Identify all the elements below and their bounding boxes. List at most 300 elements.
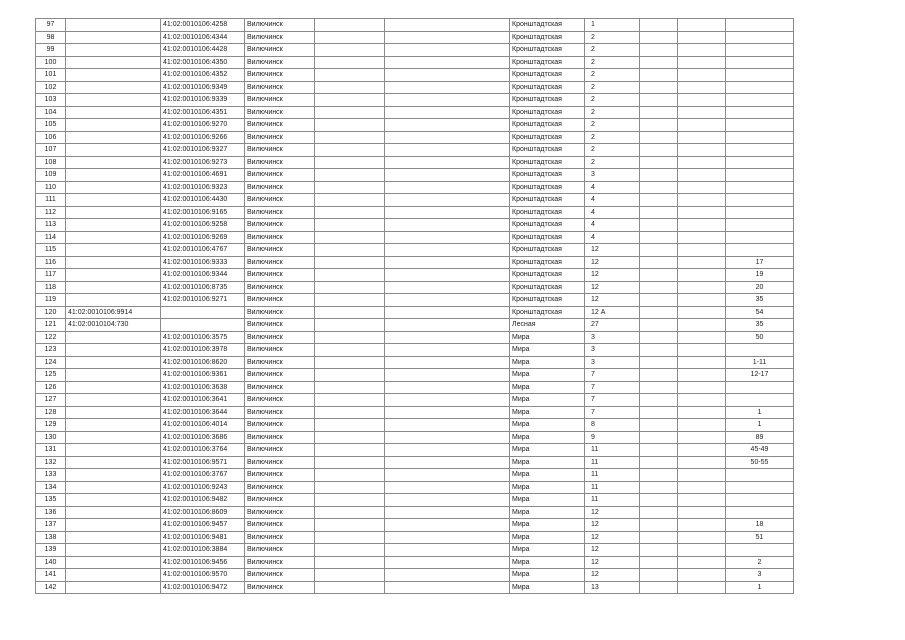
city-cell: Вилючинск: [245, 194, 315, 207]
old-cadastral-number-cell: [66, 369, 161, 382]
empty-cell: [385, 569, 510, 582]
apartment-cell: [726, 144, 794, 157]
street-cell: Кронштадтская: [510, 94, 585, 107]
city-cell: Вилючинск: [245, 556, 315, 569]
empty-cell: [385, 544, 510, 557]
empty-cell: [385, 19, 510, 32]
empty-cell: [678, 544, 726, 557]
house-number-cell: 4: [585, 219, 640, 232]
city-cell: Вилючинск: [245, 306, 315, 319]
empty-cell: [678, 156, 726, 169]
house-number-cell: 12: [585, 269, 640, 282]
old-cadastral-number-cell: [66, 56, 161, 69]
apartment-cell: [726, 344, 794, 357]
table-row: [36, 144, 794, 157]
apartment-cell: 1: [726, 406, 794, 419]
empty-cell: [640, 419, 678, 432]
street-cell: Кронштадтская: [510, 244, 585, 257]
empty-cell: [315, 44, 385, 57]
empty-cell: [640, 81, 678, 94]
old-cadastral-number-cell: [66, 69, 161, 82]
city-cell: Вилючинск: [245, 294, 315, 307]
street-cell: Кронштадтская: [510, 131, 585, 144]
old-cadastral-number-cell: [66, 381, 161, 394]
table-row: [36, 319, 794, 332]
apartment-cell: 3: [726, 569, 794, 582]
table-body: [36, 19, 794, 594]
street-cell: Мира: [510, 406, 585, 419]
empty-cell: [385, 581, 510, 594]
empty-cell: [315, 431, 385, 444]
row-number-cell: 122: [36, 331, 66, 344]
table-row: [36, 231, 794, 244]
street-cell: Мира: [510, 431, 585, 444]
old-cadastral-number-cell: [66, 456, 161, 469]
apartment-cell: [726, 194, 794, 207]
city-cell: Вилючинск: [245, 119, 315, 132]
empty-cell: [385, 356, 510, 369]
empty-cell: [640, 231, 678, 244]
empty-cell: [385, 456, 510, 469]
cadastral-number-cell: 41:02:0010106:9333: [161, 256, 245, 269]
row-number-cell: 133: [36, 469, 66, 482]
empty-cell: [315, 306, 385, 319]
empty-cell: [678, 31, 726, 44]
old-cadastral-number-cell: [66, 194, 161, 207]
house-number-cell: 2: [585, 156, 640, 169]
empty-cell: [678, 231, 726, 244]
old-cadastral-number-cell: [66, 394, 161, 407]
old-cadastral-number-cell: [66, 556, 161, 569]
city-cell: Вилючинск: [245, 419, 315, 432]
cadastral-number-cell: 41:02:0010106:9481: [161, 531, 245, 544]
empty-cell: [385, 144, 510, 157]
street-cell: Мира: [510, 569, 585, 582]
empty-cell: [678, 419, 726, 432]
row-number-cell: 109: [36, 169, 66, 182]
row-number-cell: 103: [36, 94, 66, 107]
empty-cell: [385, 406, 510, 419]
city-cell: Вилючинск: [245, 281, 315, 294]
street-cell: Мира: [510, 344, 585, 357]
apartment-cell: [726, 494, 794, 507]
empty-cell: [640, 506, 678, 519]
city-cell: Вилючинск: [245, 231, 315, 244]
street-cell: Кронштадтская: [510, 69, 585, 82]
empty-cell: [315, 94, 385, 107]
old-cadastral-number-cell: [66, 119, 161, 132]
city-cell: Вилючинск: [245, 56, 315, 69]
row-number-cell: 124: [36, 356, 66, 369]
cadastral-number-cell: 41:02:0010106:3686: [161, 431, 245, 444]
empty-cell: [315, 269, 385, 282]
empty-cell: [678, 206, 726, 219]
table-row: [36, 519, 794, 532]
empty-cell: [678, 356, 726, 369]
empty-cell: [315, 531, 385, 544]
house-number-cell: 11: [585, 481, 640, 494]
empty-cell: [640, 556, 678, 569]
street-cell: Кронштадтская: [510, 19, 585, 32]
empty-cell: [385, 281, 510, 294]
empty-cell: [640, 69, 678, 82]
row-number-cell: 111: [36, 194, 66, 207]
empty-cell: [678, 269, 726, 282]
city-cell: Вилючинск: [245, 181, 315, 194]
apartment-cell: 51: [726, 531, 794, 544]
empty-cell: [315, 356, 385, 369]
house-number-cell: 12: [585, 256, 640, 269]
apartment-cell: [726, 44, 794, 57]
cadastral-number-cell: 41:02:0010106:9344: [161, 269, 245, 282]
empty-cell: [315, 281, 385, 294]
empty-cell: [640, 31, 678, 44]
city-cell: Вилючинск: [245, 506, 315, 519]
apartment-cell: [726, 19, 794, 32]
table-row: [36, 369, 794, 382]
row-number-cell: 141: [36, 569, 66, 582]
empty-cell: [315, 206, 385, 219]
empty-cell: [678, 431, 726, 444]
house-number-cell: 7: [585, 406, 640, 419]
empty-cell: [385, 206, 510, 219]
street-cell: Мира: [510, 331, 585, 344]
cadastral-number-cell: 41:02:0010106:9258: [161, 219, 245, 232]
empty-cell: [315, 344, 385, 357]
empty-cell: [315, 331, 385, 344]
street-cell: Мира: [510, 494, 585, 507]
house-number-cell: 2: [585, 144, 640, 157]
empty-cell: [678, 19, 726, 32]
empty-cell: [678, 456, 726, 469]
table-row: [36, 94, 794, 107]
street-cell: Мира: [510, 481, 585, 494]
empty-cell: [678, 369, 726, 382]
empty-cell: [385, 156, 510, 169]
empty-cell: [315, 319, 385, 332]
empty-cell: [678, 381, 726, 394]
empty-cell: [385, 494, 510, 507]
city-cell: Вилючинск: [245, 94, 315, 107]
cadastral-number-cell: 41:02:0010106:9266: [161, 131, 245, 144]
empty-cell: [315, 131, 385, 144]
row-number-cell: 137: [36, 519, 66, 532]
empty-cell: [678, 319, 726, 332]
city-cell: Вилючинск: [245, 69, 315, 82]
empty-cell: [640, 206, 678, 219]
old-cadastral-number-cell: [66, 419, 161, 432]
empty-cell: [315, 56, 385, 69]
house-number-cell: 2: [585, 119, 640, 132]
empty-cell: [385, 231, 510, 244]
old-cadastral-number-cell: [66, 581, 161, 594]
empty-cell: [385, 69, 510, 82]
street-cell: Мира: [510, 531, 585, 544]
city-cell: Вилючинск: [245, 519, 315, 532]
row-number-cell: 120: [36, 306, 66, 319]
empty-cell: [640, 569, 678, 582]
apartment-cell: 18: [726, 519, 794, 532]
empty-cell: [385, 44, 510, 57]
cadastral-number-cell: 41:02:0010106:3884: [161, 544, 245, 557]
row-number-cell: 104: [36, 106, 66, 119]
empty-cell: [678, 256, 726, 269]
city-cell: Вилючинск: [245, 244, 315, 257]
table-row: [36, 456, 794, 469]
street-cell: Мира: [510, 469, 585, 482]
cadastral-number-cell: 41:02:0010106:3575: [161, 331, 245, 344]
row-number-cell: 121: [36, 319, 66, 332]
empty-cell: [640, 156, 678, 169]
cadastral-number-cell: 41:02:0010106:3978: [161, 344, 245, 357]
row-number-cell: 108: [36, 156, 66, 169]
street-cell: Кронштадтская: [510, 206, 585, 219]
empty-cell: [678, 469, 726, 482]
street-cell: Кронштадтская: [510, 256, 585, 269]
table-row: [36, 581, 794, 594]
row-number-cell: 98: [36, 31, 66, 44]
house-number-cell: 12: [585, 519, 640, 532]
street-cell: Мира: [510, 581, 585, 594]
old-cadastral-number-cell: [66, 31, 161, 44]
city-cell: Вилючинск: [245, 544, 315, 557]
old-cadastral-number-cell: 41:02:0010104:730: [66, 319, 161, 332]
house-number-cell: 8: [585, 419, 640, 432]
house-number-cell: 2: [585, 81, 640, 94]
house-number-cell: 7: [585, 381, 640, 394]
table-row: [36, 269, 794, 282]
table-row: [36, 531, 794, 544]
empty-cell: [678, 106, 726, 119]
empty-cell: [678, 294, 726, 307]
street-cell: Мира: [510, 419, 585, 432]
row-number-cell: 118: [36, 281, 66, 294]
house-number-cell: 3: [585, 344, 640, 357]
empty-cell: [678, 494, 726, 507]
table-row: [36, 281, 794, 294]
empty-cell: [640, 144, 678, 157]
apartment-cell: [726, 81, 794, 94]
apartment-cell: 50-55: [726, 456, 794, 469]
cadastral-number-cell: 41:02:0010106:3767: [161, 469, 245, 482]
empty-cell: [640, 219, 678, 232]
cadastral-number-cell: [161, 306, 245, 319]
row-number-cell: 129: [36, 419, 66, 432]
cadastral-number-cell: 41:02:0010106:9327: [161, 144, 245, 157]
house-number-cell: 2: [585, 31, 640, 44]
house-number-cell: 12: [585, 244, 640, 257]
street-cell: Кронштадтская: [510, 306, 585, 319]
empty-cell: [315, 519, 385, 532]
empty-cell: [315, 244, 385, 257]
empty-cell: [315, 294, 385, 307]
street-cell: Кронштадтская: [510, 44, 585, 57]
empty-cell: [640, 94, 678, 107]
old-cadastral-number-cell: [66, 181, 161, 194]
apartment-cell: [726, 481, 794, 494]
street-cell: Мира: [510, 381, 585, 394]
old-cadastral-number-cell: [66, 94, 161, 107]
city-cell: Вилючинск: [245, 344, 315, 357]
old-cadastral-number-cell: [66, 469, 161, 482]
apartment-cell: [726, 206, 794, 219]
house-number-cell: 3: [585, 331, 640, 344]
empty-cell: [678, 281, 726, 294]
table-row: [36, 19, 794, 32]
cadastral-number-cell: 41:02:0010106:9349: [161, 81, 245, 94]
row-number-cell: 115: [36, 244, 66, 257]
apartment-cell: 17: [726, 256, 794, 269]
street-cell: Мира: [510, 506, 585, 519]
street-cell: Мира: [510, 519, 585, 532]
empty-cell: [640, 244, 678, 257]
empty-cell: [640, 169, 678, 182]
apartment-cell: 1: [726, 581, 794, 594]
empty-cell: [640, 394, 678, 407]
empty-cell: [678, 581, 726, 594]
table-row: [36, 569, 794, 582]
old-cadastral-number-cell: [66, 19, 161, 32]
apartment-cell: 20: [726, 281, 794, 294]
house-number-cell: 4: [585, 206, 640, 219]
table-row: [36, 381, 794, 394]
row-number-cell: 106: [36, 131, 66, 144]
cadastral-number-cell: 41:02:0010106:9273: [161, 156, 245, 169]
old-cadastral-number-cell: [66, 231, 161, 244]
apartment-cell: 1: [726, 419, 794, 432]
row-number-cell: 142: [36, 581, 66, 594]
old-cadastral-number-cell: [66, 206, 161, 219]
table-row: [36, 481, 794, 494]
table-row: [36, 406, 794, 419]
empty-cell: [678, 406, 726, 419]
street-cell: Мира: [510, 556, 585, 569]
registry-table: [35, 18, 794, 594]
house-number-cell: 9: [585, 431, 640, 444]
cadastral-number-cell: 41:02:0010106:9339: [161, 94, 245, 107]
row-number-cell: 105: [36, 119, 66, 132]
row-number-cell: 126: [36, 381, 66, 394]
house-number-cell: 12: [585, 556, 640, 569]
cadastral-number-cell: 41:02:0010106:9165: [161, 206, 245, 219]
old-cadastral-number-cell: [66, 544, 161, 557]
city-cell: Вилючинск: [245, 356, 315, 369]
row-number-cell: 107: [36, 144, 66, 157]
table-row: [36, 69, 794, 82]
city-cell: Вилючинск: [245, 456, 315, 469]
city-cell: Вилючинск: [245, 269, 315, 282]
empty-cell: [678, 69, 726, 82]
city-cell: Вилючинск: [245, 431, 315, 444]
empty-cell: [640, 469, 678, 482]
row-number-cell: 136: [36, 506, 66, 519]
cadastral-number-cell: 41:02:0010106:4352: [161, 69, 245, 82]
apartment-cell: [726, 469, 794, 482]
apartment-cell: 35: [726, 319, 794, 332]
old-cadastral-number-cell: [66, 144, 161, 157]
empty-cell: [315, 506, 385, 519]
empty-cell: [640, 44, 678, 57]
table-row: [36, 469, 794, 482]
empty-cell: [678, 219, 726, 232]
old-cadastral-number-cell: [66, 331, 161, 344]
table-row: [36, 194, 794, 207]
table-row: [36, 394, 794, 407]
city-cell: Вилючинск: [245, 81, 315, 94]
house-number-cell: 3: [585, 356, 640, 369]
empty-cell: [385, 256, 510, 269]
street-cell: Кронштадтская: [510, 169, 585, 182]
empty-cell: [678, 569, 726, 582]
city-cell: Вилючинск: [245, 394, 315, 407]
apartment-cell: 50: [726, 331, 794, 344]
empty-cell: [640, 481, 678, 494]
empty-cell: [315, 556, 385, 569]
city-cell: Вилючинск: [245, 106, 315, 119]
city-cell: Вилючинск: [245, 406, 315, 419]
house-number-cell: 27: [585, 319, 640, 332]
empty-cell: [640, 319, 678, 332]
old-cadastral-number-cell: [66, 344, 161, 357]
city-cell: Вилючинск: [245, 156, 315, 169]
house-number-cell: 11: [585, 494, 640, 507]
city-cell: Вилючинск: [245, 144, 315, 157]
cadastral-number-cell: 41:02:0010106:9243: [161, 481, 245, 494]
street-cell: Кронштадтская: [510, 31, 585, 44]
row-number-cell: 101: [36, 69, 66, 82]
street-cell: Кронштадтская: [510, 231, 585, 244]
table-row: [36, 256, 794, 269]
apartment-cell: 2: [726, 556, 794, 569]
old-cadastral-number-cell: [66, 156, 161, 169]
house-number-cell: 4: [585, 194, 640, 207]
empty-cell: [678, 169, 726, 182]
apartment-cell: [726, 169, 794, 182]
table-row: [36, 131, 794, 144]
empty-cell: [315, 406, 385, 419]
row-number-cell: 128: [36, 406, 66, 419]
row-number-cell: 112: [36, 206, 66, 219]
city-cell: Вилючинск: [245, 494, 315, 507]
street-cell: Кронштадтская: [510, 219, 585, 232]
house-number-cell: 7: [585, 369, 640, 382]
city-cell: Вилючинск: [245, 19, 315, 32]
city-cell: Вилючинск: [245, 256, 315, 269]
cadastral-number-cell: 41:02:0010106:9482: [161, 494, 245, 507]
table-row: [36, 494, 794, 507]
apartment-cell: [726, 506, 794, 519]
apartment-cell: [726, 231, 794, 244]
table-row: [36, 81, 794, 94]
city-cell: Вилючинск: [245, 31, 315, 44]
cadastral-number-cell: 41:02:0010106:9361: [161, 369, 245, 382]
row-number-cell: 97: [36, 19, 66, 32]
row-number-cell: 127: [36, 394, 66, 407]
house-number-cell: 1: [585, 19, 640, 32]
row-number-cell: 100: [36, 56, 66, 69]
empty-cell: [640, 381, 678, 394]
table-row: [36, 419, 794, 432]
table-row: [36, 106, 794, 119]
empty-cell: [678, 506, 726, 519]
apartment-cell: [726, 156, 794, 169]
old-cadastral-number-cell: [66, 169, 161, 182]
table-row: [36, 356, 794, 369]
row-number-cell: 134: [36, 481, 66, 494]
table-row: [36, 331, 794, 344]
cadastral-number-cell: 41:02:0010106:9457: [161, 519, 245, 532]
house-number-cell: 11: [585, 456, 640, 469]
